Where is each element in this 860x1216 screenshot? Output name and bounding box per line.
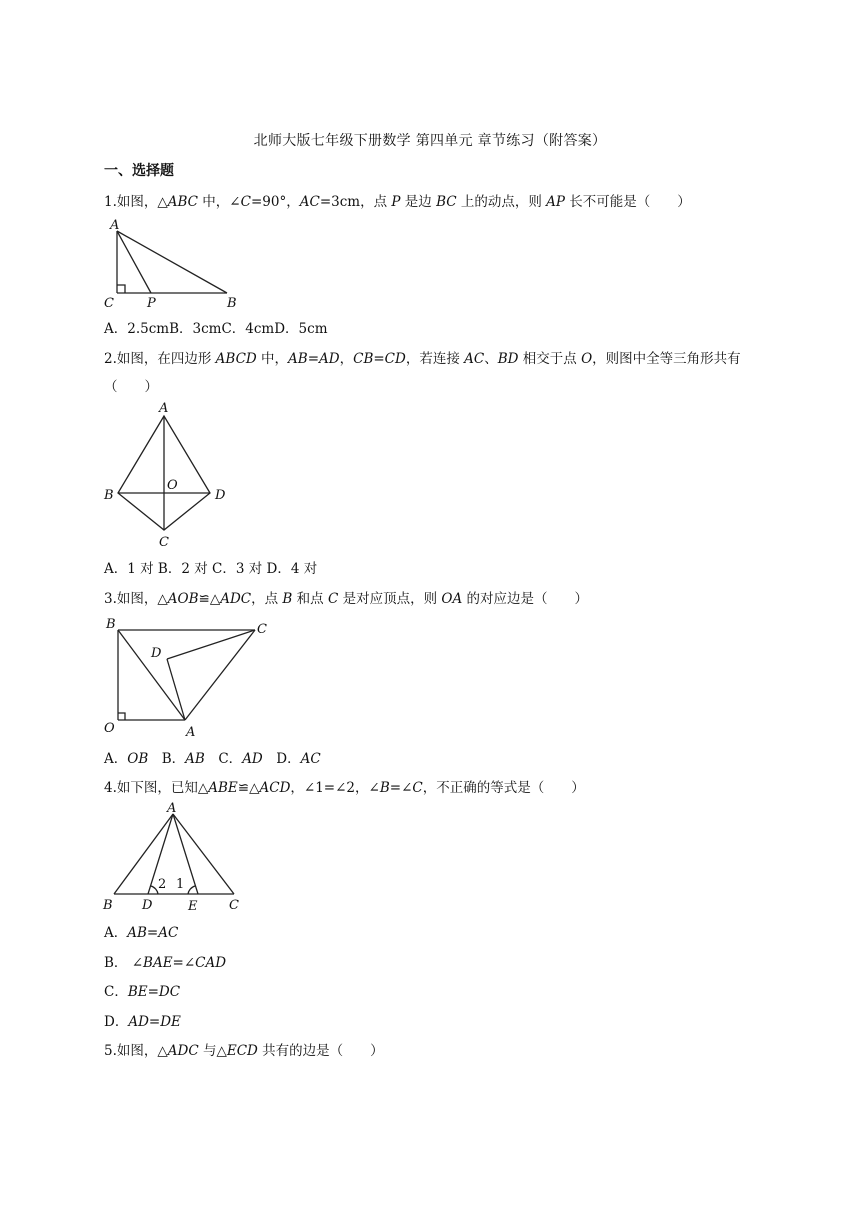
label-c: C <box>229 898 239 913</box>
question-1-options: A．2.5cmB．3cmC．4cmD．5cm <box>104 321 328 337</box>
question-3-options: A．OB B．AB C．AD D．AC <box>104 751 321 767</box>
label-b: B <box>106 617 116 632</box>
label-b: B <box>104 488 114 503</box>
label-d: D <box>215 488 226 503</box>
congruent-triangles-diagram <box>100 612 280 740</box>
label-o: O <box>167 478 178 493</box>
label-o: O <box>104 721 115 736</box>
question-1-figure <box>100 215 260 314</box>
question-1-stem: 1.如图，△ABC 中，∠C=90°，AC=3cm，点 P 是边 BC 上的动点，则 AP 长不可能是（ ） <box>104 194 691 210</box>
label-angle-1: 1 <box>176 877 185 892</box>
label-d: D <box>151 646 162 661</box>
segment-ca <box>185 630 255 720</box>
kite-diagram <box>100 398 250 548</box>
label-b: B <box>227 296 237 311</box>
question-4-option-c: C．BE=DC <box>104 984 181 1000</box>
segment-cd <box>167 630 255 659</box>
label-b: B <box>103 898 113 913</box>
label-a: A <box>110 218 120 233</box>
angle-2-arc <box>151 886 158 894</box>
right-angle-mark <box>118 713 125 720</box>
label-c: C <box>104 296 114 311</box>
label-a: A <box>186 725 196 740</box>
question-3-figure <box>100 612 280 741</box>
label-a: A <box>159 401 169 416</box>
label-e: E <box>188 899 198 914</box>
right-triangle-diagram <box>100 215 260 310</box>
question-2-stem-cont: （ ） <box>104 379 158 395</box>
label-d: D <box>142 898 153 913</box>
question-5-stem: 5.如图，△ADC 与△ECD 共有的边是（ ） <box>104 1043 384 1059</box>
question-4-stem: 4.如下图，已知△ABE≌△ACD，∠1=∠2，∠B=∠C，不正确的等式是（ ） <box>104 780 585 796</box>
segment-ba <box>118 630 185 720</box>
label-p: P <box>147 296 156 311</box>
question-2-stem: 2.如图，在四边形 ABCD 中，AB=AD，CB=CD，若连接 AC、BD 相交于点 O，则图中全等三角形共有 <box>104 351 741 367</box>
question-4-option-d: D．AD=DE <box>104 1014 181 1030</box>
question-4-option-a: A．AB=AC <box>104 925 179 941</box>
question-4-figure <box>100 800 270 919</box>
right-angle-mark <box>117 285 125 293</box>
section-heading: 一、选择题 <box>104 163 174 179</box>
label-c: C <box>159 535 169 550</box>
label-a: A <box>167 801 177 816</box>
label-c: C <box>257 622 267 637</box>
label-angle-2: 2 <box>158 877 167 892</box>
question-3-stem: 3.如图，△AOB≌△ADC，点 B 和点 C 是对应顶点，则 OA 的对应边是（ ） <box>104 591 588 607</box>
page-title: 北师大版七年级下册数学 第四单元 章节练习（附答案） <box>253 133 607 149</box>
question-4-option-b: B． ∠BAE=∠CAD <box>104 955 227 971</box>
isosceles-triangle-diagram <box>100 800 270 915</box>
question-2-options: A．1 对 B．2 对 C．3 对 D．4 对 <box>104 561 318 577</box>
segment-da <box>167 659 185 720</box>
angle-1-arc <box>188 886 195 894</box>
question-2-figure <box>100 398 250 552</box>
